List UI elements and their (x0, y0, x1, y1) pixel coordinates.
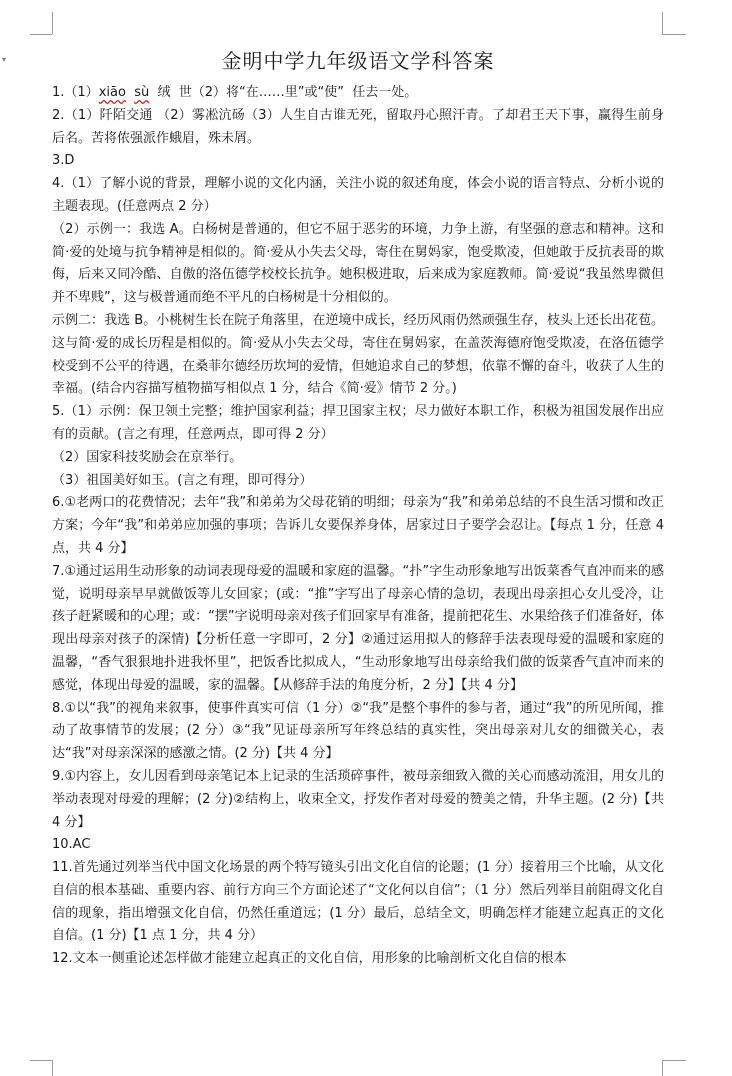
answer-text: （2）示例一：我选 A。白杨树是普通的，但它不屈于恶劣的环境，力争上游，有坚强的意志和精神。这和简·爱的处境与抗争精神是相似的。简·爱从小失去父母，寄住在舅妈家，饱受欺凌，但她敢于反抗表哥的欺侮，后来又同冷酷、自傲的洛伍德学校校长抗争。她积极进取，后来成为家庭教师。简·爱说“我虽然卑微但并不卑贱”，这与极普通而绝不平凡的白杨树是十分相似的。 (52, 221, 664, 306)
answer-paragraph-9 (52, 766, 664, 834)
crop-mark-top-left-horizontal (30, 34, 52, 35)
answer-paragraph-5 (52, 401, 664, 447)
answer-paragraph-12 (52, 948, 664, 971)
answer-paragraph-6 (52, 492, 664, 560)
answer-paragraph-5-2 (52, 447, 664, 470)
answer-text: 10.AC (52, 837, 91, 853)
crop-mark-bottom-right-vertical (662, 1060, 663, 1076)
answer-paragraph-4-example-1 (52, 219, 664, 310)
answer-paragraph-11 (52, 857, 664, 948)
answer-paragraph-5-3 (52, 470, 664, 493)
answer-text: 5.（1）示例：保卫领土完整；维护国家利益；捍卫国家主权；尽力做好本职工作，积极为祖国发展作出应有的贡献。(言之有理，任意两点，即可得 2 分） (52, 404, 664, 442)
answer-text: 2.（1）阡陌交通 （2）雾凇沆砀（3）人生自古谁无死，留取丹心照汗青。了却君王天下事，赢得生前身后名。苦将侬强派作蛾眉，殊未屑。 (52, 107, 664, 146)
answer-text: 示例二：我选 B。小桃树生长在院子角落里，在逆境中成长，经历风雨仍然顽强生存，枝头上还长出花苞。这与简·爱的成长历程是相似的。简·爱从小失去父母，寄住在舅妈家，在盖茨海德府饱受欺凌，在洛伍德学校受到不公平的待遇，在桑菲尔德经历坎坷的爱情，但她追求自己的梦想，依靠不懈的奋斗，收获了人生的幸福。(结合内容描写植物描写相似点 1 分，结合《简·爱》情节 2 分。) (52, 312, 664, 397)
document-title: 金明中学九年级语文学科答案 (221, 49, 495, 73)
answer-paragraph-10 (52, 834, 664, 857)
crop-mark-top-right-vertical (662, 12, 663, 34)
crop-mark-top-right-horizontal (662, 34, 686, 35)
answer-text (126, 85, 134, 100)
answer-paragraph-8 (52, 698, 664, 766)
pinyin-text: xiāo (98, 85, 126, 100)
answer-text: 3.D (52, 153, 75, 169)
answer-text: 4.（1）了解小说的背景，理解小说的文化内涵，关注小说的叙述角度，体会小说的语言特点、分析小说的主题表现。(任意两点 2 分） (52, 176, 664, 214)
answer-text: 12.文本一侧重论述怎样做才能建立起真正的文化自信，用形象的比喻剖析文化自信的根本 (52, 951, 567, 967)
answer-paragraph-4 (52, 173, 664, 219)
answer-paragraph-4-example-2 (52, 310, 664, 401)
crop-mark-bottom-left-horizontal (30, 1060, 52, 1061)
answer-text: 1.（1） (52, 85, 99, 100)
crop-mark-top-left-vertical (52, 12, 53, 34)
margin-marker-icon: ▾ (2, 55, 7, 64)
answer-text: 绒 世（2）将“在……里”或“使” 任去一处。 (149, 85, 418, 100)
pinyin-text: sù (134, 85, 150, 100)
answer-paragraph-3 (52, 150, 664, 173)
crop-mark-bottom-right-horizontal (662, 1060, 686, 1061)
answer-text: （3）祖国美好如玉。(言之有理，即可得分） (52, 472, 313, 488)
answer-text: （2）国家科技奖励会在京举行。 (52, 449, 243, 465)
answer-paragraph-1 (52, 82, 664, 105)
document-body (52, 44, 664, 971)
answer-text: 6.①老两口的花费情况；去年“我”和弟弟为父母花销的明细；母亲为“我”和弟弟总结的不良生活习惯和改正方案；今年“我”和弟弟应加强的事项；告诉儿女要保养身体，居家过日子要学会忍让。【每点 1 分，任意 4 点，共 4 分】 (52, 495, 664, 556)
crop-mark-bottom-left-vertical (52, 1060, 53, 1076)
answer-paragraph-7 (52, 561, 664, 698)
answer-text: 9.①内容上，女儿因看到母亲笔记本上记录的生活琐碎事件，被母亲细致入微的关心而感动流泪，用女儿的举动表现对母爱的理解；(2 分)②结构上，收束全文，抒发作者对母爱的赞美之情，升华主题。(2 分)【共 4 分】 (52, 768, 664, 830)
answer-text: 11.首先通过列举当代中国文化场景的两个特写镜头引出文化自信的论题；(1 分）接着用三个比喻，从文化自信的根本基础、重要内容、前行方向三个方面论述了“文化何以自信”；（1 分）然后列举目前阻碍文化自信的现象，指出增强文化自信，仍然任重道远；(1 分）最后，总结全文，明确怎样才能建立起真正的文化自信。(1 分)【1 点 1 分，共 4 分） (52, 860, 664, 944)
answer-paragraph-2 (52, 105, 664, 151)
answer-text: 7.①通过运用生动形象的动词表现母爱的温暖和家庭的温馨。“扑”字生动形象地写出饭菜香气直冲而来的感觉，说明母亲早早就做饭等儿女回家；(或：“推”字写出了母亲心情的急切，表现出母亲担心女儿受冷，让孩子赶紧暖和的心理；或：“摆”字说明母亲对孩子们回家早有准备，提前把花生、水果给孩子们准备好，体现出母亲对孩子的深情)【分析任意一字即可，2 分】②通过运用拟人的修辞手法表现母爱的温暖和家庭的温馨，“香气狠狠地扑进我怀里”，把饭香比拟成人，“生动形象地写出母亲给我们做的饭菜香气直冲而来的感觉，体现出母爱的温暖，家的温馨。【从修辞手法的角度分析，2 分】【共 4 分】 (52, 563, 664, 693)
answer-text: 8.①以“我”的视角来叙事，使事件真实可信（1 分）②“我”是整个事件的参与者，通过“我”的所见所闻，推动了故事情节的发展；(2 分）③“我”见证母亲所写年终总结的真实性，突出母亲对儿女的细微关心，表达“我”对母亲深深的感激之情。(2 分)【共 4 分】 (52, 700, 664, 762)
